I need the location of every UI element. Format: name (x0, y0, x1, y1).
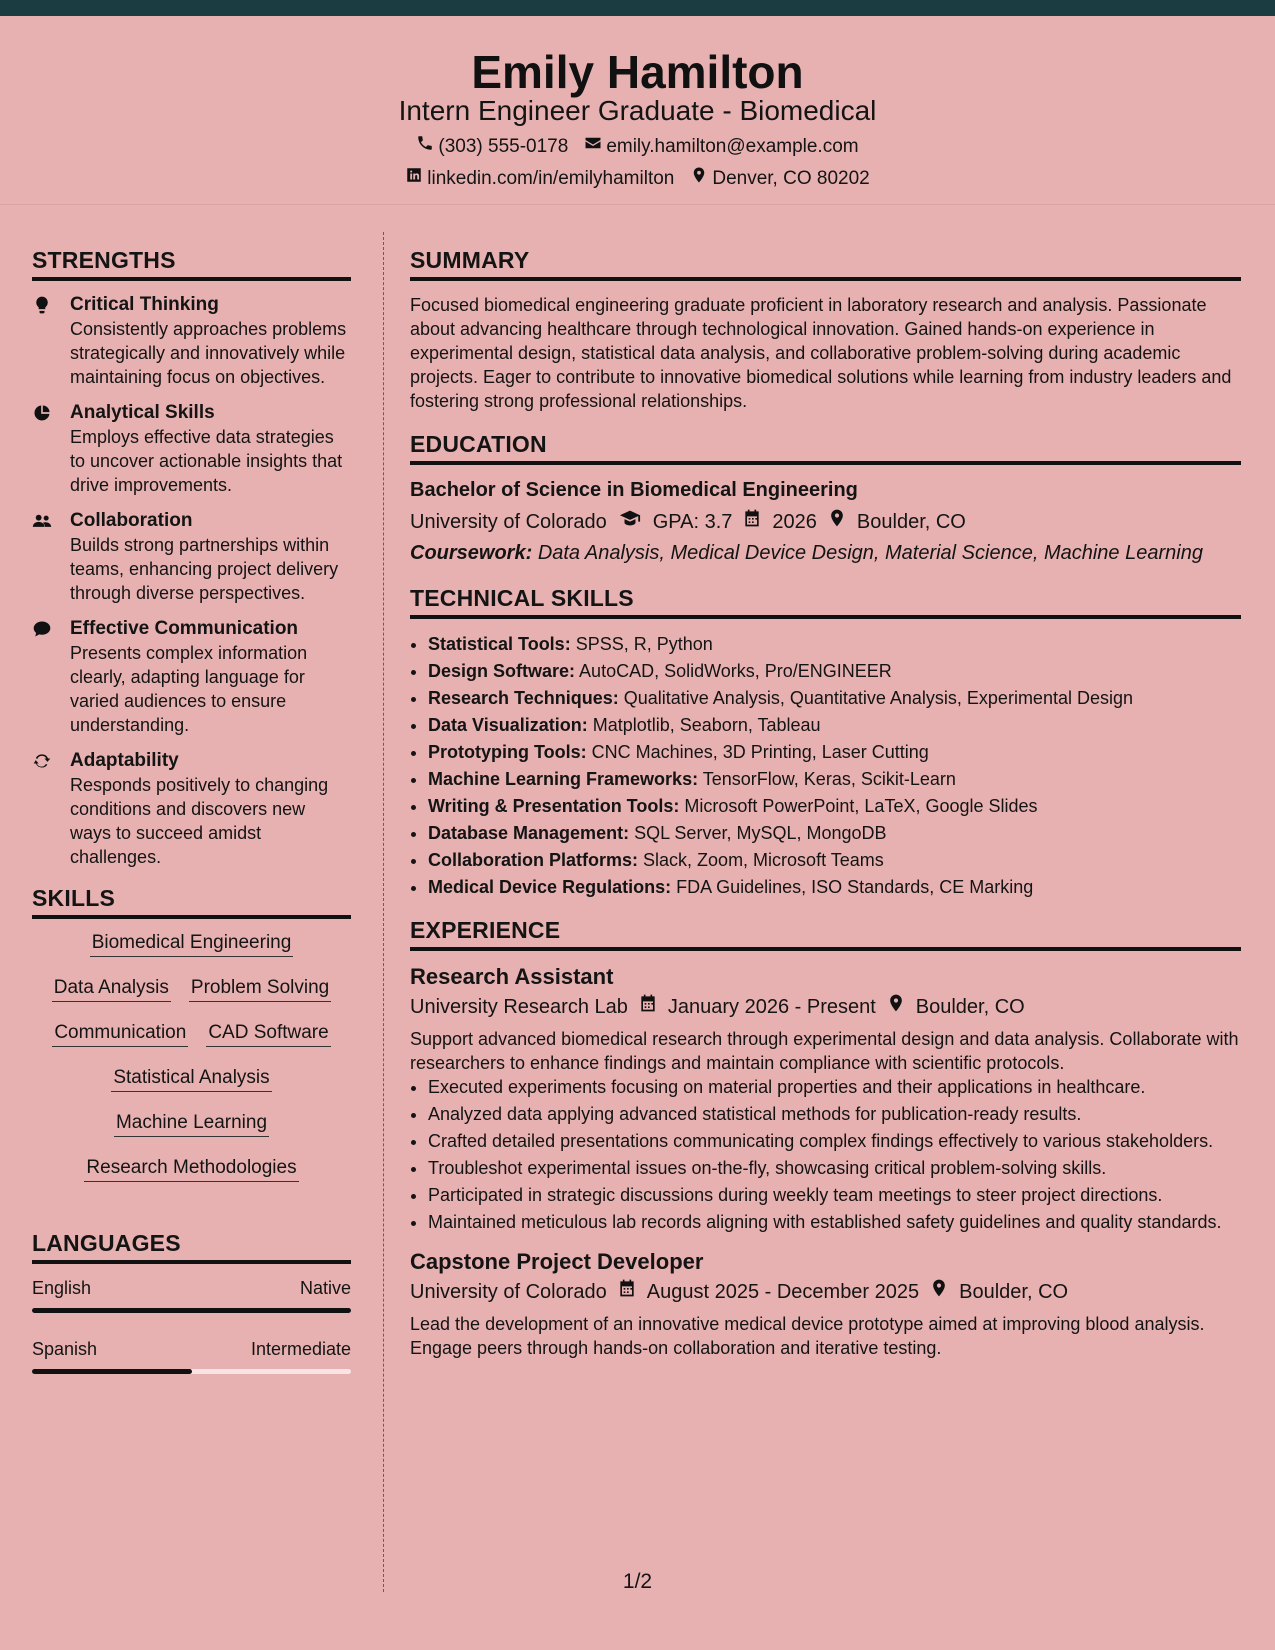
list-item: • Executed experiments focusing on material properties and their applications in healthcare. (428, 1075, 1241, 1099)
map-marker-icon (929, 1278, 949, 1306)
job-entry (410, 1248, 1241, 1360)
job-description: Lead the development of an innovative medical device prototype aimed at improving blood analysis. Engage peers through hands-on collaboration and iterative testing. (410, 1314, 1205, 1358)
location-text: Denver, CO 80202 (712, 167, 870, 189)
comment-icon (32, 617, 70, 737)
envelope-icon (584, 134, 602, 159)
map-marker-icon (827, 508, 847, 536)
strength-desc: Consistently approaches problems strategically and innovatively while maintaining focus on objectives. (70, 319, 347, 387)
skill-category: Medical Device Regulations: (428, 877, 672, 897)
strength-item (32, 401, 351, 497)
candidate-title: Intern Engineer Graduate - Biomedical (398, 95, 877, 126)
skill-tag: Data Analysis (52, 976, 171, 1002)
summary-text: Focused biomedical engineering graduate proficient in laboratory research and analysis. Passionate about advancing healthcare through technological innovation. Gained hands-on experience in experimental design, statistical data analysis, and collaborative problem-solving during academic projects. Eager to contribute to innovative biomedical solutions while learning from industry leaders and fostering strong professional relationships. (410, 295, 1232, 411)
strength-item (32, 293, 351, 389)
skill-tag: Research Methodologies (84, 1156, 298, 1182)
sync-icon (32, 749, 70, 869)
experience-heading: EXPERIENCE (410, 915, 1241, 951)
skill-category: Research Techniques: (428, 688, 619, 708)
resume-header (0, 16, 1275, 205)
language-level: Native (299, 1278, 351, 1298)
job-dates: January 2026 - Present (667, 996, 876, 1018)
list-item (428, 712, 1241, 739)
job-meta (410, 993, 1241, 1021)
job-dates: August 2025 - December 2025 (646, 1281, 920, 1303)
skill-category: Collaboration Platforms: (428, 850, 639, 870)
skill-values: CNC Machines, 3D Printing, Laser Cutting (591, 742, 929, 762)
list-item (428, 739, 1241, 766)
strength-desc: Responds positively to changing conditions and discovers new ways to succeed amidst challenges. (70, 775, 329, 867)
skill-values: Slack, Zoom, Microsoft Teams (643, 850, 884, 870)
list-item: • Participated in strategic discussions during weekly team meetings to steer project directions. (428, 1183, 1241, 1207)
skill-category: Prototyping Tools: (428, 742, 587, 762)
skill-tag: Problem Solving (189, 976, 331, 1002)
language-item (32, 1337, 351, 1374)
job-role: Capstone Project Developer (410, 1249, 704, 1274)
skill-tag: CAD Software (206, 1021, 330, 1047)
column-divider (383, 232, 384, 1592)
strength-item (32, 617, 351, 737)
language-item (32, 1276, 351, 1313)
job-entry (410, 963, 1241, 1234)
skill-values: TensorFlow, Keras, Scikit-Learn (702, 769, 956, 789)
strength-item (32, 509, 351, 605)
strength-desc: Presents complex information clearly, adapting language for varied audiences to ensure understanding. (70, 643, 308, 735)
list-item: • Crafted detailed presentations communicating complex findings effectively to various stakeholders. (428, 1129, 1241, 1153)
job-location: Boulder, CO (915, 996, 1025, 1018)
skill-tag: Communication (52, 1021, 188, 1047)
page-number: 1/2 (622, 1570, 653, 1593)
map-marker-icon (886, 993, 906, 1021)
language-proficiency-bar (32, 1308, 351, 1313)
strengths-heading: STRENGTHS (32, 245, 351, 281)
skill-category: Data Visualization: (428, 715, 588, 735)
strength-title: Adaptability (70, 750, 179, 771)
education-heading: EDUCATION (410, 429, 1241, 465)
candidate-name: Emily Hamilton (471, 46, 804, 98)
job-location: Boulder, CO (959, 1281, 1069, 1303)
left-column (32, 245, 351, 1398)
list-item (428, 874, 1241, 901)
chart-pie-icon (32, 401, 70, 497)
education-location: Boulder, CO (856, 511, 966, 533)
phone-icon (416, 134, 434, 159)
strength-title: Collaboration (70, 510, 193, 531)
map-marker-icon (690, 166, 708, 191)
technical-skills-list (410, 631, 1241, 901)
gpa-text: GPA: 3.7 (652, 511, 733, 533)
language-proficiency-fill (32, 1369, 192, 1374)
list-item: • Analyzed data applying advanced statistical methods for publication-ready results. (428, 1102, 1241, 1126)
contact-linkedin[interactable] (405, 166, 674, 191)
linkedin-icon (405, 166, 423, 191)
language-proficiency-fill (32, 1308, 351, 1313)
calendar-icon (638, 993, 658, 1021)
list-item (428, 847, 1241, 874)
skill-values: SQL Server, MySQL, MongoDB (634, 823, 887, 843)
summary-heading: SUMMARY (410, 245, 1241, 281)
skill-category: Design Software: (428, 661, 576, 681)
job-org: University Research Lab (410, 996, 628, 1018)
graduation-year: 2026 (772, 511, 817, 533)
languages-heading: LANGUAGES (32, 1228, 351, 1264)
job-bullets (410, 1075, 1241, 1234)
list-item (428, 766, 1241, 793)
list-item (428, 793, 1241, 820)
users-icon (32, 509, 70, 605)
skill-category: Writing & Presentation Tools: (428, 796, 680, 816)
top-accent-bar (0, 0, 1275, 16)
job-org: University of Colorado (410, 1281, 607, 1303)
strength-title: Critical Thinking (70, 294, 219, 315)
calendar-icon (617, 1278, 637, 1306)
technical-skills-heading: TECHNICAL SKILLS (410, 583, 1241, 619)
list-item (428, 631, 1241, 658)
skills-tags (32, 931, 351, 1182)
contact-phone[interactable] (416, 134, 568, 159)
skills-heading: SKILLS (32, 883, 351, 919)
calendar-icon (742, 508, 762, 536)
list-item (428, 685, 1241, 712)
strength-item (32, 749, 351, 869)
phone-text: (303) 555-0178 (438, 135, 569, 157)
job-role: Research Assistant (410, 964, 614, 989)
skill-values: FDA Guidelines, ISO Standards, CE Marking (676, 877, 1034, 897)
lightbulb-icon (32, 293, 70, 389)
skill-tag: Statistical Analysis (111, 1066, 271, 1092)
skill-category: Machine Learning Frameworks: (428, 769, 699, 789)
school-name: University of Colorado (410, 511, 607, 533)
skill-values: Matplotlib, Seaborn, Tableau (592, 715, 821, 735)
skill-tag: Biomedical Engineering (90, 931, 294, 957)
graduation-cap-icon (617, 507, 643, 537)
contact-row-2 (0, 166, 1275, 191)
coursework (410, 539, 1241, 567)
coursework-label: Coursework: (410, 542, 533, 564)
coursework-list: Data Analysis, Medical Device Design, Material Science, Machine Learning (537, 542, 1203, 564)
degree-title: Bachelor of Science in Biomedical Engineering (410, 479, 858, 501)
language-name: Spanish (32, 1339, 98, 1359)
skill-category: Statistical Tools: (428, 634, 571, 654)
list-item: • Troubleshot experimental issues on-the-fly, showcasing critical problem-solving skills. (428, 1156, 1241, 1180)
email-text: emily.hamilton@example.com (606, 135, 859, 157)
skill-tag: Machine Learning (114, 1111, 269, 1137)
strength-title: Effective Communication (70, 618, 299, 639)
strength-desc: Builds strong partnerships within teams, enhancing project delivery through diverse perspectives. (70, 535, 339, 603)
skill-values: Qualitative Analysis, Quantitative Analysis, Experimental Design (623, 688, 1133, 708)
linkedin-text: linkedin.com/in/emilyhamilton (427, 167, 675, 189)
skill-category: Database Management: (428, 823, 630, 843)
job-meta (410, 1278, 1241, 1306)
skill-values: AutoCAD, SolidWorks, Pro/ENGINEER (579, 661, 892, 681)
right-column (410, 245, 1241, 1360)
strength-desc: Employs effective data strategies to uncover actionable insights that drive improvements. (70, 427, 343, 495)
job-description: Support advanced biomedical research through experimental design and data analysis. Collaborate with researchers to enhance findings and maintain compliance with scientific protocols. (410, 1029, 1239, 1073)
list-item: • Maintained meticulous lab records aligning with established safety guidelines and quality standards. (428, 1210, 1241, 1234)
contact-email[interactable] (584, 134, 858, 159)
education-meta (410, 507, 1241, 537)
list-item (428, 658, 1241, 685)
skill-values: Microsoft PowerPoint, LaTeX, Google Slides (684, 796, 1038, 816)
list-item (428, 820, 1241, 847)
contact-row-1 (0, 134, 1275, 159)
language-name: English (32, 1278, 92, 1298)
language-level: Intermediate (250, 1339, 351, 1359)
strength-title: Analytical Skills (70, 402, 215, 423)
skill-values: SPSS, R, Python (575, 634, 713, 654)
language-proficiency-bar (32, 1369, 351, 1374)
contact-location (690, 166, 869, 191)
